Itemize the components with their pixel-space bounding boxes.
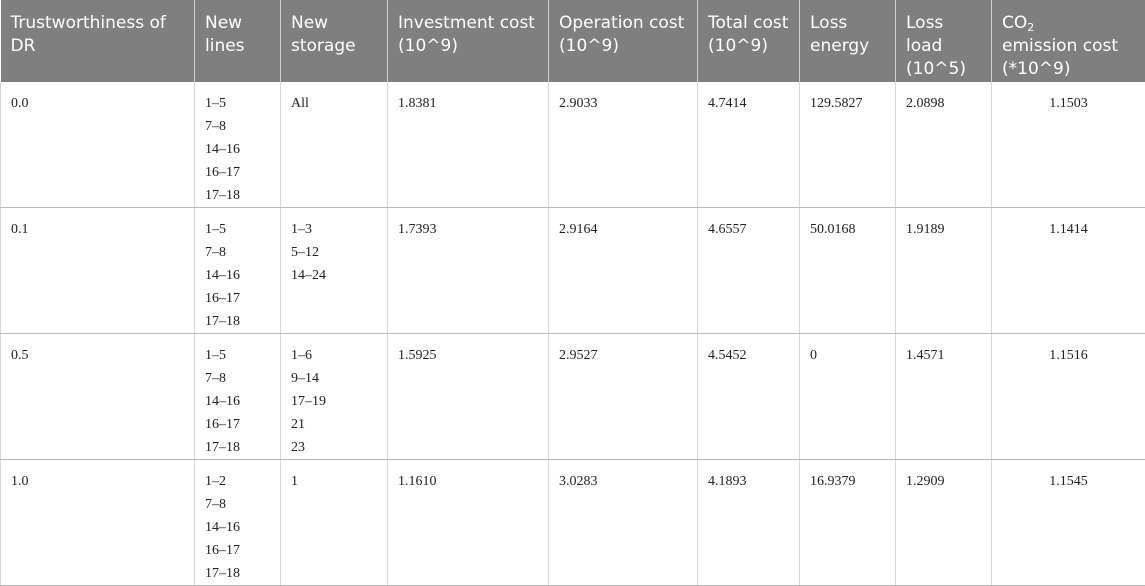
cell-co2-emission-cost: 1.1516 [992, 334, 1145, 460]
header-row [1, 0, 1145, 82]
cell-new-storage [281, 208, 388, 334]
list-item: 1–2 [205, 470, 270, 493]
cell-new-lines [195, 82, 281, 208]
list-item: 17–19 [291, 390, 377, 413]
cell-loss-load: 1.9189 [896, 208, 992, 334]
cell-loss-energy: 129.5827 [800, 82, 896, 208]
list-item: 14–16 [205, 516, 270, 539]
cell-loss-load: 1.4571 [896, 334, 992, 460]
list-item: 1–5 [205, 218, 270, 241]
header-loss-energy: Loss energy [800, 0, 896, 82]
list-item: 21 [291, 413, 377, 436]
cell-trust: 0.1 [1, 208, 195, 334]
list-item: 14–16 [205, 138, 270, 161]
list-item: 1–6 [291, 344, 377, 367]
list-item: 5–12 [291, 241, 377, 264]
list-item: 1–3 [291, 218, 377, 241]
list-item: 14–16 [205, 264, 270, 287]
cell-new-storage [281, 334, 388, 460]
list-item: 1 [291, 470, 377, 493]
cell-new-storage [281, 82, 388, 208]
header-new-lines: New lines [195, 0, 281, 82]
cell-investment-cost: 1.1610 [388, 460, 549, 586]
cell-investment-cost: 1.7393 [388, 208, 549, 334]
header-total-cost: Total cost (10^9) [698, 0, 800, 82]
list-item: 16–17 [205, 539, 270, 562]
cell-loss-energy: 50.0168 [800, 208, 896, 334]
cell-total-cost: 4.7414 [698, 82, 800, 208]
list-item: 14–16 [205, 390, 270, 413]
cell-investment-cost: 1.8381 [388, 82, 549, 208]
list-item: 1–5 [205, 92, 270, 115]
list-item: 17–18 [205, 184, 270, 207]
cell-new-storage [281, 460, 388, 586]
cell-investment-cost: 1.5925 [388, 334, 549, 460]
header-co2-suffix: emission cost (*10^9) [1002, 36, 1118, 79]
table-row [1, 82, 1145, 208]
list-item: 9–14 [291, 367, 377, 390]
list-item: 7–8 [205, 115, 270, 138]
cell-loss-energy: 0 [800, 334, 896, 460]
list-item: 7–8 [205, 367, 270, 390]
cell-total-cost: 4.6557 [698, 208, 800, 334]
list-item: All [291, 92, 377, 115]
table-row [1, 460, 1145, 586]
list-item: 16–17 [205, 161, 270, 184]
table-row [1, 334, 1145, 460]
cell-new-lines [195, 460, 281, 586]
cell-total-cost: 4.5452 [698, 334, 800, 460]
cell-new-lines [195, 208, 281, 334]
cell-loss-load: 1.2909 [896, 460, 992, 586]
header-trustworthiness: Trustworthiness of DR [1, 0, 195, 82]
cell-co2-emission-cost: 1.1503 [992, 82, 1145, 208]
list-item: 17–18 [205, 562, 270, 585]
cell-trust: 0.0 [1, 82, 195, 208]
cell-operation-cost: 2.9033 [549, 82, 698, 208]
cell-operation-cost: 3.0283 [549, 460, 698, 586]
cell-trust: 0.5 [1, 334, 195, 460]
list-item: 17–18 [205, 310, 270, 333]
cell-operation-cost: 2.9164 [549, 208, 698, 334]
list-item: 7–8 [205, 241, 270, 264]
list-item: 14–24 [291, 264, 377, 287]
header-loss-load: Loss load (10^5) [896, 0, 992, 82]
cell-co2-emission-cost: 1.1545 [992, 460, 1145, 586]
header-co2-emission-cost [992, 0, 1145, 82]
table-row [1, 208, 1145, 334]
list-item: 17–18 [205, 436, 270, 459]
list-item: 1–5 [205, 344, 270, 367]
cell-new-lines [195, 334, 281, 460]
cell-total-cost: 4.1893 [698, 460, 800, 586]
cell-loss-load: 2.0898 [896, 82, 992, 208]
header-operation-cost: Operation cost (10^9) [549, 0, 698, 82]
cell-loss-energy: 16.9379 [800, 460, 896, 586]
cell-operation-cost: 2.9527 [549, 334, 698, 460]
cell-trust: 1.0 [1, 460, 195, 586]
header-new-storage: New storage [281, 0, 388, 82]
header-investment-cost: Investment cost (10^9) [388, 0, 549, 82]
list-item: 7–8 [205, 493, 270, 516]
cell-co2-emission-cost: 1.1414 [992, 208, 1145, 334]
list-item: 16–17 [205, 287, 270, 310]
list-item: 23 [291, 436, 377, 459]
list-item: 16–17 [205, 413, 270, 436]
header-co2-subscript: 2 [1027, 21, 1034, 34]
header-co2-prefix: CO [1002, 13, 1027, 33]
